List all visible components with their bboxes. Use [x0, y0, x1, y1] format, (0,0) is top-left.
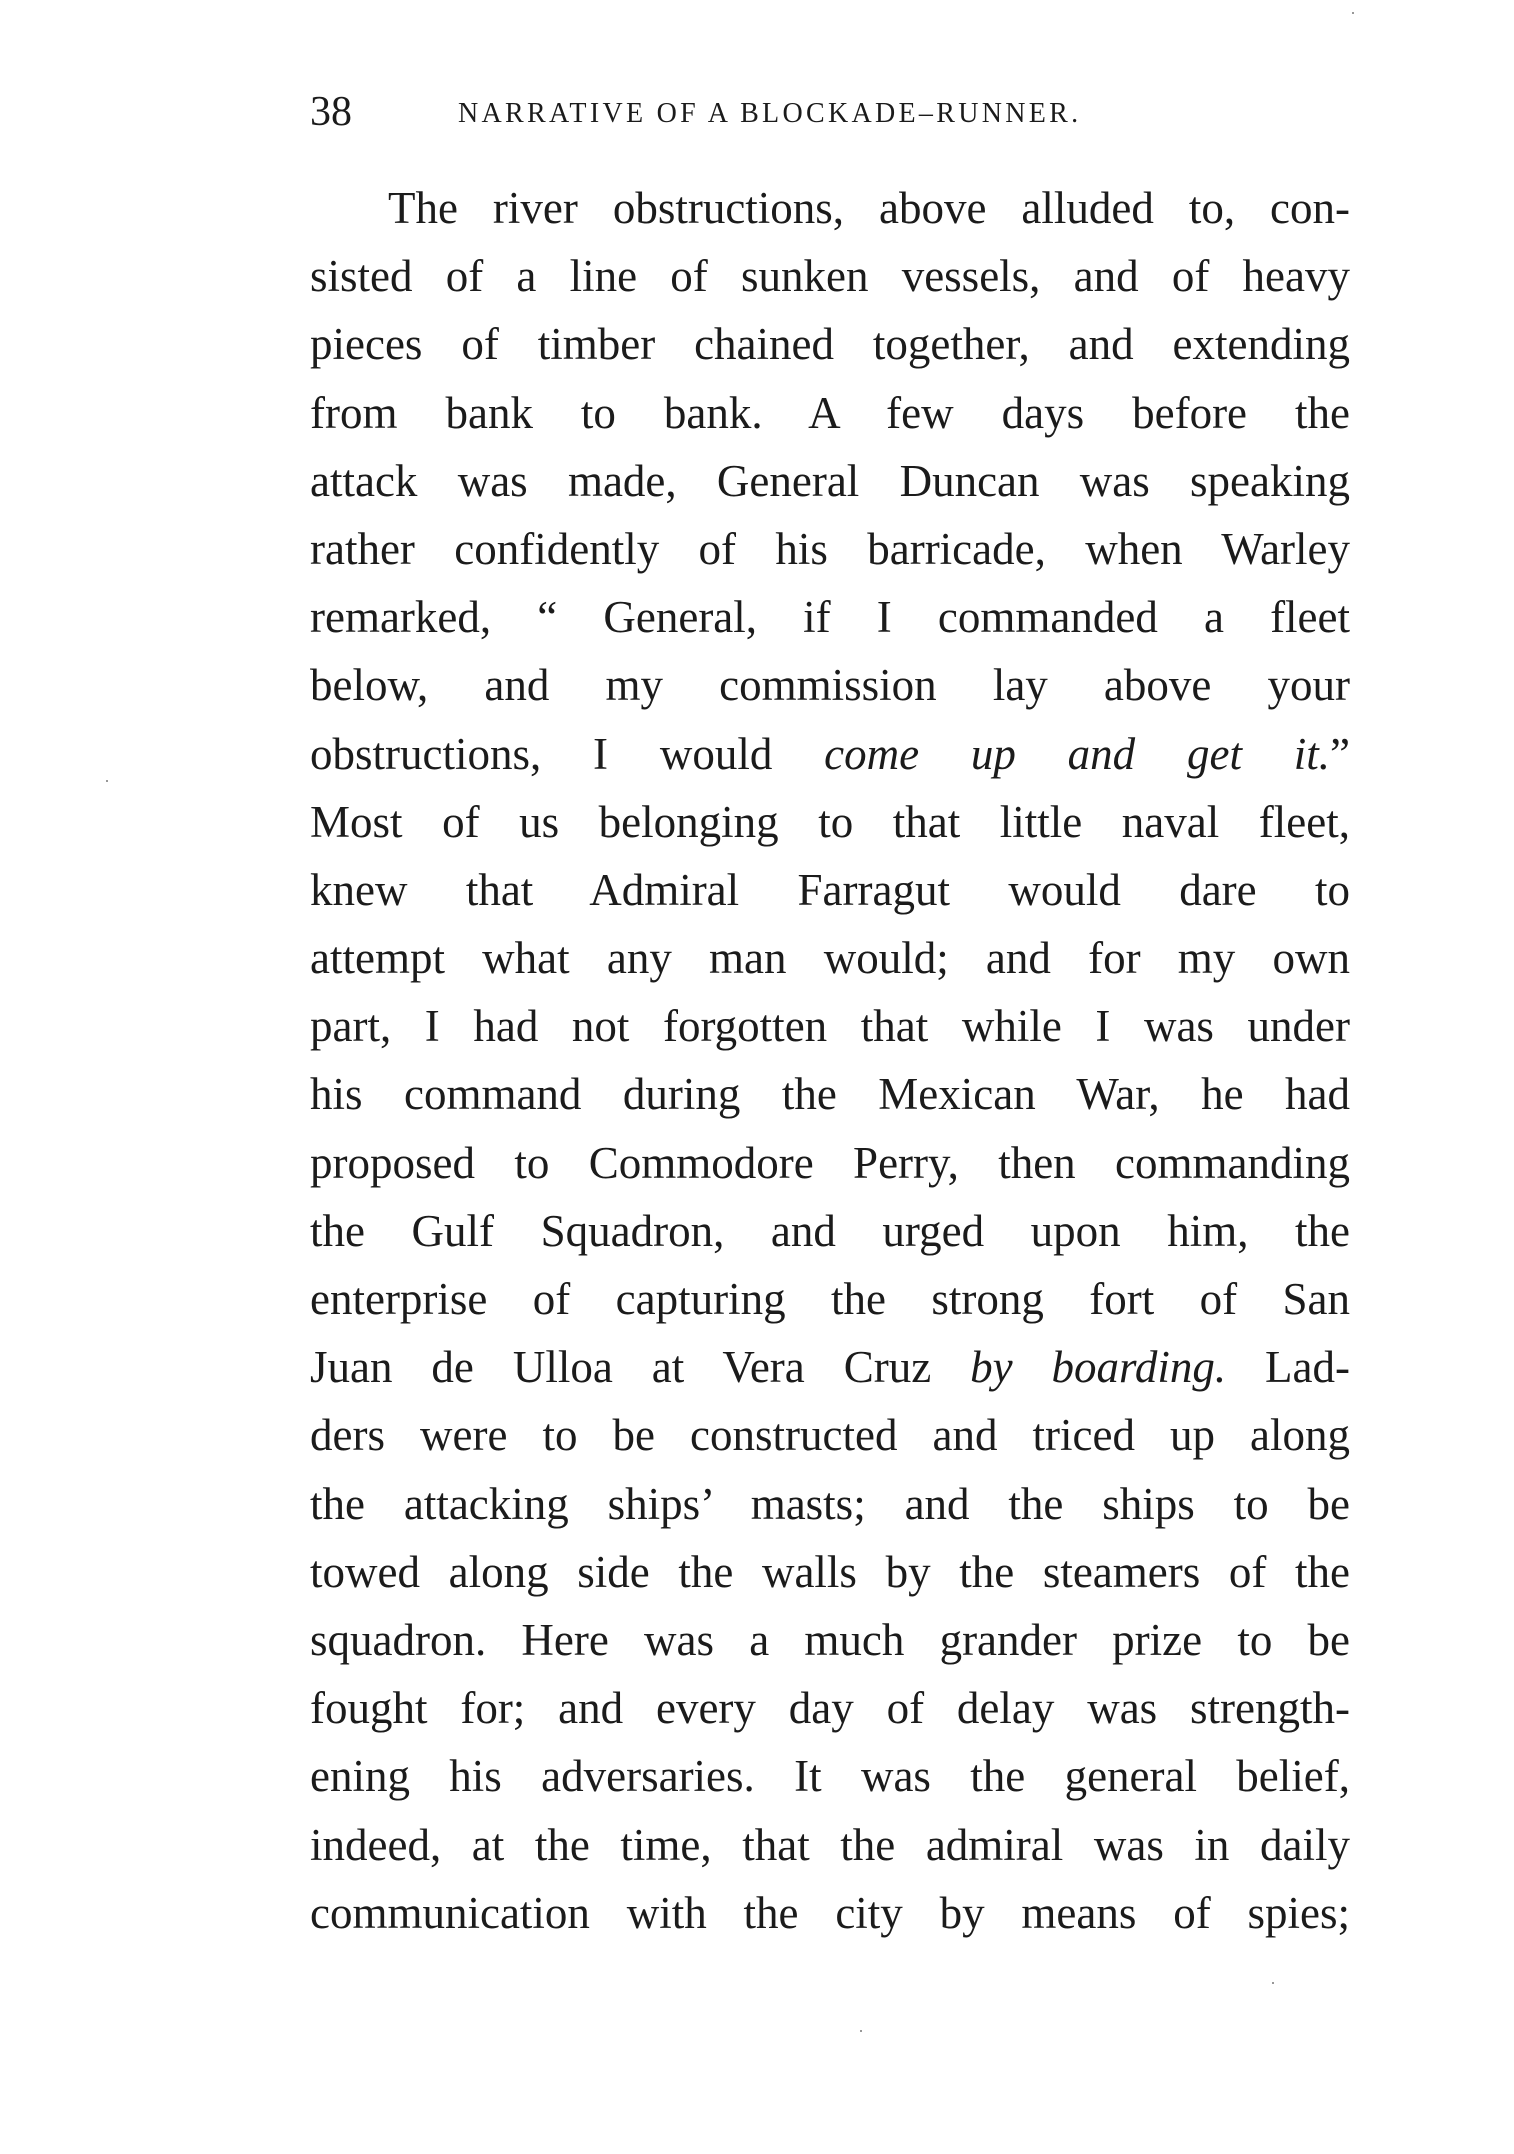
italic-phrase: by boarding.	[970, 1342, 1227, 1393]
text-line: communication with the city by means of spies;	[310, 1887, 1350, 1938]
paper-speck	[1352, 12, 1354, 14]
text-line: his command during the Mexican War, he had	[310, 1069, 1350, 1120]
text-line: part, I had not forgotten that while I was under	[310, 1001, 1350, 1052]
text-line: remarked, “ General, if I commanded a fleet	[310, 592, 1350, 643]
text-line: from bank to bank. A few days before the	[310, 387, 1350, 438]
text-line: knew that Admiral Farragut would dare to	[310, 864, 1350, 915]
paper-speck	[106, 780, 108, 782]
text-line: enterprise of capturing the strong fort of San	[310, 1274, 1350, 1324]
page-number: 38	[310, 89, 352, 135]
line-text: obstructions, I would	[310, 728, 825, 779]
text-line	[310, 1333, 1350, 1401]
text-line: the attacking ships’ masts; and the ships to be	[310, 1478, 1350, 1529]
text-line: attempt what any man would; and for my own	[310, 933, 1350, 984]
text-line: the Gulf Squadron, and urged upon him, the	[310, 1205, 1350, 1256]
text-line: rather confidently of his barricade, when Warley	[310, 523, 1350, 574]
line-text: Lad-	[1226, 1342, 1350, 1393]
text-line: squadron. Here was a much grander prize to be	[310, 1614, 1350, 1665]
text-line: sisted of a line of sunken vessels, and of heavy	[310, 251, 1350, 302]
text-line: pieces of timber chained together, and extending	[310, 319, 1350, 370]
text-line: Most of us belonging to that little naval fleet,	[310, 796, 1350, 847]
text-line: attack was made, General Duncan was speaking	[310, 455, 1350, 506]
line-text: ”	[1330, 728, 1350, 779]
running-head: NARRATIVE OF A BLOCKADE–RUNNER.	[458, 98, 1082, 129]
text-line: towed along side the walls by the steamers of the	[310, 1546, 1350, 1597]
text-line: proposed to Commodore Perry, then commanding	[310, 1137, 1350, 1188]
page-header	[310, 82, 1350, 142]
text-line: The river obstructions, above alluded to, con-	[388, 183, 1350, 233]
text-line: below, and my commission lay above your	[310, 660, 1350, 711]
text-line: indeed, at the time, that the admiral was in daily	[310, 1819, 1350, 1870]
text-line: ders were to be constructed and triced up along	[310, 1410, 1350, 1461]
paper-speck	[860, 2030, 862, 2032]
text-line: fought for; and every day of delay was strength-	[310, 1683, 1350, 1734]
line-text: Juan de Ulloa at Vera Cruz	[310, 1342, 971, 1393]
text-line	[310, 720, 1350, 788]
paper-speck	[1272, 1982, 1274, 1984]
text-line: ening his adversaries. It was the general belief,	[310, 1751, 1350, 1802]
italic-phrase: come up and get it.	[824, 728, 1330, 779]
body-text	[310, 174, 1350, 1947]
